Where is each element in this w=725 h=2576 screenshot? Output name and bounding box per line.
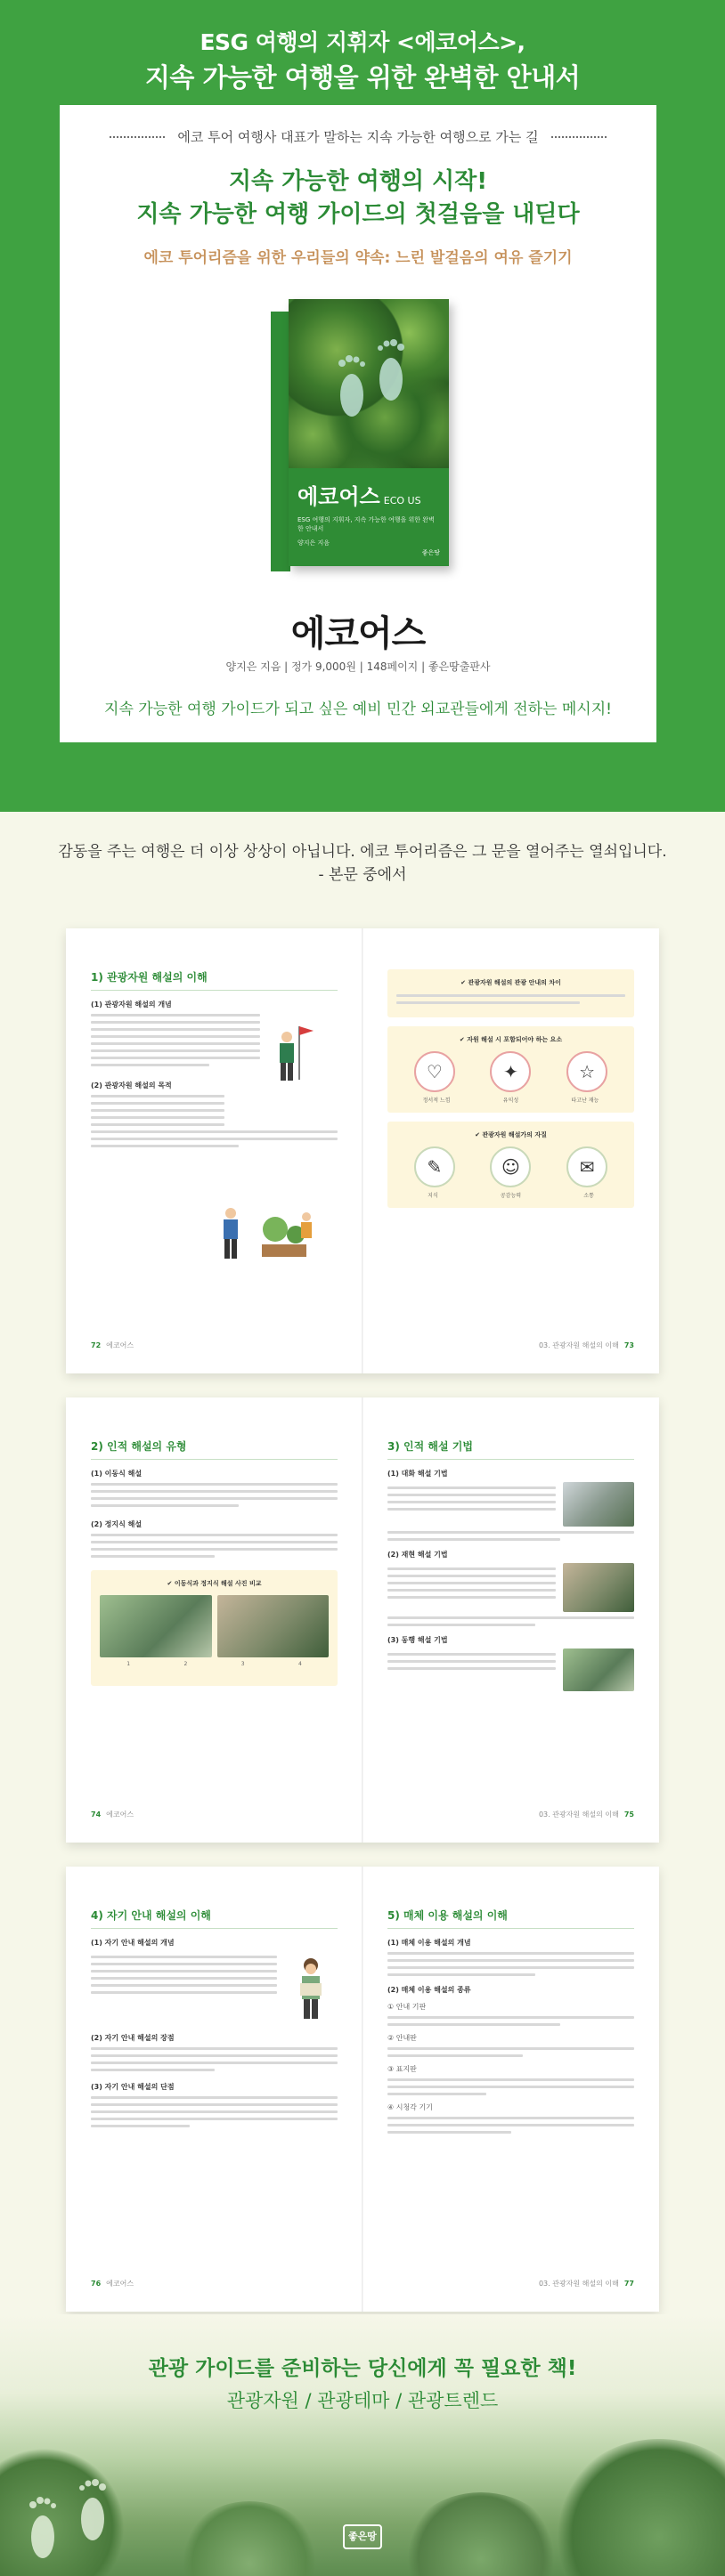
page-74 (66, 1397, 362, 1843)
quality-label: 소통 (583, 1193, 594, 1199)
running-header: 03. 관광자원 해설의 이해 (538, 2280, 619, 2288)
list-item: ③ 표지판 (387, 2065, 417, 2073)
card-subtitle: 에코 투어 여행사 대표가 말하는 지속 가능한 여행으로 가는 길 (177, 129, 539, 145)
section-title: 4) 자기 안내 해설의 이해 (91, 1908, 338, 1929)
info-box-title: ✔ 관광자원 해설의 관광 안내의 차이 (460, 979, 561, 986)
subheading: (1) 관광자원 해설의 개념 (91, 1000, 172, 1009)
card-title-line-2: 지속 가능한 여행 가이드의 첫걸음을 내딛다 (136, 201, 580, 228)
element-label: 타고난 재능 (571, 1098, 599, 1104)
forest-photo (289, 299, 449, 468)
card-title-line-1: 지속 가능한 여행의 시작! (228, 168, 488, 195)
tour-photo (217, 1595, 330, 1657)
book-message: 지속 가능한 여행 가이드가 되고 싶은 예비 민간 외교관들에게 전하는 메시지! (104, 701, 612, 718)
body-text (387, 2078, 634, 2095)
book-spread-2 (66, 1397, 659, 1843)
body-text (91, 2047, 338, 2071)
reading-person-illustration (284, 1951, 338, 2022)
page-77 (362, 1867, 659, 2312)
body-text (387, 1648, 556, 1691)
photo-labels (100, 1661, 329, 1667)
subheading: (2) 매체 이용 해설의 종류 (387, 1986, 471, 1994)
forest-decoration (401, 2492, 561, 2576)
book-cover (289, 299, 449, 566)
footprint-icon (335, 351, 369, 422)
cover-title-en: ECO US (383, 495, 421, 506)
page-number (539, 1341, 634, 1350)
qualities-circles (396, 1146, 625, 1187)
publisher-logo: 좋은땅 (343, 2524, 382, 2549)
hero-headline (0, 0, 725, 96)
closing-keywords: 관광자원 / 관광테마 / 관광트렌드 (226, 2390, 499, 2411)
closing-text (0, 2352, 725, 2413)
footprint-icon (374, 335, 408, 406)
info-box (387, 969, 634, 1017)
subheading: (2) 정지식 해설 (91, 1520, 143, 1528)
body-text (387, 2117, 634, 2134)
dotted-divider (551, 136, 607, 138)
tourists-illustration (208, 1195, 324, 1267)
hero-headline-line-1: ESG 여행의 지휘자 <에코어스>, (200, 29, 525, 55)
page-number-value: 72 (91, 1341, 102, 1349)
section-title: 5) 매체 이용 해설의 이해 (387, 1908, 634, 1929)
subheading: (2) 재현 해설 기법 (387, 1551, 448, 1559)
body-text (91, 1130, 338, 1147)
element-label: 정서적 느낌 (422, 1098, 451, 1104)
info-box-title: ✔ 이동식과 정지식 해설 사진 비교 (167, 1580, 262, 1587)
people-icon: ☺ (490, 1146, 531, 1187)
photo-row (100, 1595, 329, 1657)
list-item: ② 안내판 (387, 2034, 417, 2042)
info-box-title: ✔ 자원 해설 시 포함되어야 하는 요소 (459, 1036, 563, 1043)
footprint-icon (25, 2492, 61, 2564)
page-number (539, 1810, 634, 1819)
heart-icon: ♡ (414, 1051, 455, 1092)
hero-section (0, 0, 725, 812)
quote-section (0, 812, 725, 911)
book-cover-bottom (289, 468, 449, 566)
book-cover-image (271, 299, 449, 575)
body-text (387, 2016, 634, 2026)
book-icon: ✎ (414, 1146, 455, 1187)
page-number (91, 1341, 134, 1350)
card-title (60, 166, 656, 231)
cover-title (297, 479, 440, 510)
photo-label: 1 (126, 1661, 131, 1667)
body-text (91, 1534, 338, 1558)
gift-icon: ✦ (490, 1051, 531, 1092)
book-spine (271, 312, 290, 571)
section-title: 1) 관광자원 해설의 이해 (91, 969, 338, 991)
info-box (387, 1122, 634, 1208)
photo-label: 4 (297, 1661, 302, 1667)
page-number-value: 74 (91, 1810, 102, 1819)
subheading: (2) 자기 안내 해설의 장점 (91, 2034, 175, 2042)
quote-source: - 본문 중에서 (318, 866, 407, 884)
info-box-title: ✔ 관광자원 해설가의 자질 (475, 1131, 547, 1138)
running-header: 03. 관광자원 해설의 이해 (538, 1341, 619, 1349)
dotted-divider (110, 136, 165, 138)
info-box (387, 1026, 634, 1113)
speech-icon: ✉ (566, 1146, 607, 1187)
footprint-icon (75, 2475, 110, 2546)
body-text (387, 1616, 634, 1626)
subheading: (1) 매체 이용 해설의 개념 (387, 1939, 471, 1947)
section-title: 2) 인적 해설의 유형 (91, 1438, 338, 1460)
body-text (387, 2047, 634, 2057)
running-header: 03. 관광자원 해설의 이해 (538, 1810, 619, 1819)
subheading: (3) 자기 안내 해설의 단점 (91, 2083, 175, 2091)
cover-publisher: 좋은땅 (421, 549, 440, 556)
body-text (387, 1952, 634, 1976)
body-text (387, 1482, 556, 1527)
card-tagline: 에코 투어리즘을 위한 우리들의 약속: 느린 발걸음의 여유 즐기기 (143, 249, 573, 267)
page-number (91, 2279, 134, 2288)
cover-title-ko: 에코어스 (297, 484, 380, 509)
body-text (91, 1014, 260, 1066)
photo-label: 3 (240, 1661, 245, 1667)
page-number-value: 73 (623, 1341, 634, 1349)
book-title: 에코어스 (290, 613, 426, 654)
page-73 (362, 928, 659, 1373)
section-title: 3) 인적 해설 기법 (387, 1438, 634, 1460)
quote-text: 감동을 주는 여행은 더 이상 상상이 아닙니다. 에코 투어리즘은 그 문을 열어주는 열쇠입니다. (58, 843, 667, 861)
body-text (91, 1095, 224, 1126)
reenactment-photo (563, 1563, 634, 1612)
page-number-value: 75 (623, 1810, 634, 1819)
list-item: ① 안내 기판 (387, 2003, 427, 2011)
closing-headline: 관광 가이드를 준비하는 당신에게 꼭 필요한 책! (148, 2357, 577, 2380)
card-subtitle-row (60, 127, 656, 146)
text-photo-row (387, 1563, 634, 1612)
running-header: 에코어스 (106, 1341, 134, 1349)
page-76 (66, 1867, 362, 2312)
subheading: (1) 이동식 해설 (91, 1470, 143, 1478)
page-72 (66, 928, 362, 1373)
element-label: 유익성 (502, 1098, 519, 1104)
body-text (387, 1531, 634, 1541)
hero-headline-line-2: 지속 가능한 여행을 위한 완벽한 안내서 (144, 62, 581, 93)
body-text (387, 1563, 556, 1612)
body-text (91, 2096, 338, 2127)
running-header: 에코어스 (106, 1810, 134, 1819)
elements-circles (396, 1051, 625, 1092)
text-photo-row (387, 1648, 634, 1691)
qualities-labels (396, 1191, 625, 1199)
dialog-photo (563, 1482, 634, 1527)
subheading: (1) 대화 해설 기법 (387, 1470, 448, 1478)
book-spread-1 (66, 928, 659, 1373)
forest-decoration (178, 2501, 321, 2576)
photo-label: 2 (183, 1661, 188, 1667)
page-number-value: 77 (623, 2280, 634, 2288)
running-header: 에코어스 (106, 2280, 134, 2288)
page-75 (362, 1397, 659, 1843)
tour-photo (100, 1595, 212, 1657)
book-spread-3 (66, 1867, 659, 2312)
forest-decoration (552, 2439, 725, 2576)
list-item: ④ 시청각 기기 (387, 2103, 433, 2111)
text-illustration-row (91, 1951, 338, 2022)
cover-subtitle: ESG 여행의 지휘자, 지속 가능한 여행을 위한 완벽한 안내서 (297, 516, 435, 532)
star-icon: ☆ (566, 1051, 607, 1092)
body-text (396, 994, 625, 1004)
photo-comparison-box (91, 1570, 338, 1686)
elements-labels (396, 1096, 625, 1104)
subheading: (3) 동행 해설 기법 (387, 1636, 448, 1644)
text-photo-row (387, 1482, 634, 1527)
subheading: (1) 자기 안내 해설의 개념 (91, 1939, 175, 1947)
quality-label: 공감능력 (500, 1193, 522, 1199)
subheading: (2) 관광자원 해설의 목적 (91, 1081, 172, 1090)
cover-author: 양지은 지음 (297, 539, 330, 547)
body-text (91, 1951, 277, 2022)
book-intro-card (60, 105, 656, 742)
page-number (539, 2279, 634, 2288)
book-info: 양지은 지음 | 정가 9,000원 | 148페이지 | 좋은땅출판사 (225, 660, 491, 673)
page-number (91, 1810, 134, 1819)
quality-label: 지식 (428, 1193, 438, 1199)
guide-with-flag-illustration (264, 1017, 317, 1089)
page-number-value: 76 (91, 2280, 102, 2288)
accompany-photo (563, 1648, 634, 1691)
closing-section (0, 2314, 725, 2576)
body-text (91, 1483, 338, 1507)
